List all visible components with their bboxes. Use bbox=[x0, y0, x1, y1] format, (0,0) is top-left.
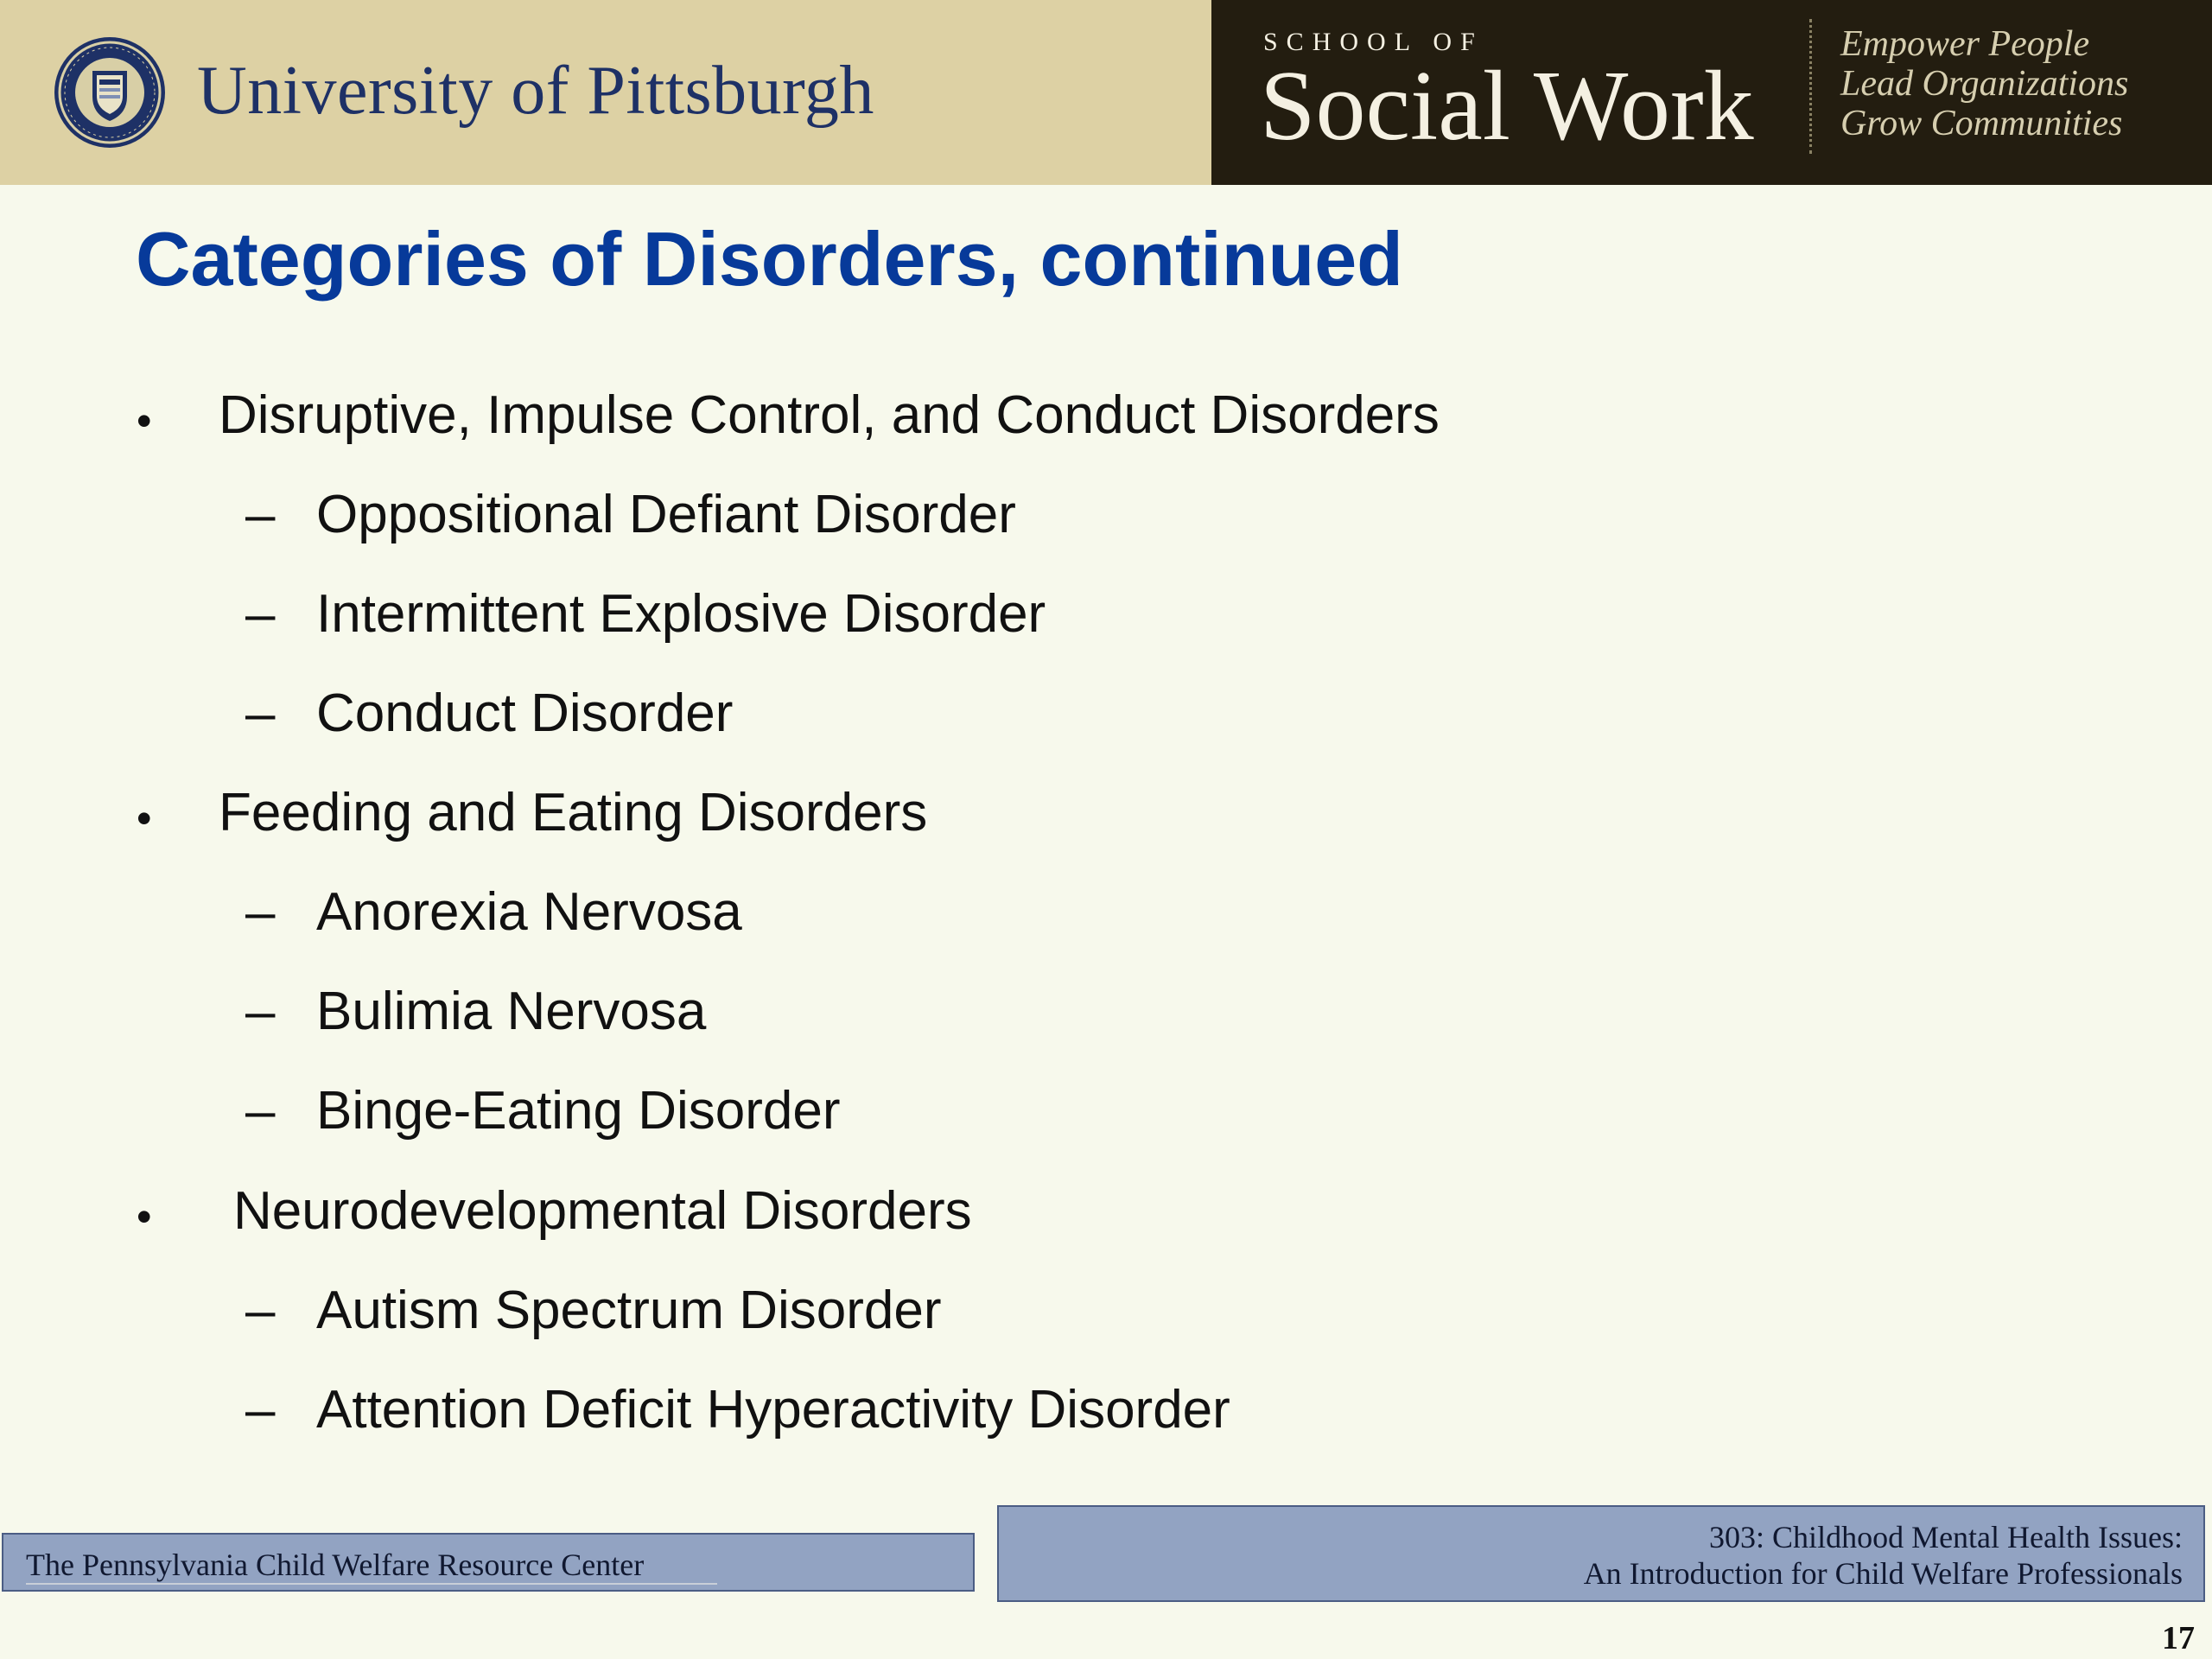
university-name: University of Pittsburgh bbox=[197, 53, 874, 129]
tagline-divider bbox=[1809, 19, 1812, 154]
footer-course-title bbox=[1584, 1519, 2183, 1592]
slide-title: Categories of Disorders, continued bbox=[136, 216, 1403, 302]
list-item-section: Disruptive, Impulse Control, and Conduct Disorders bbox=[219, 385, 1440, 445]
dash-marker: – bbox=[245, 584, 276, 644]
list-item: Conduct Disorder bbox=[316, 683, 734, 743]
footer-underline bbox=[26, 1583, 717, 1585]
list-item: Bulimia Nervosa bbox=[316, 982, 707, 1041]
bullet-marker: • bbox=[137, 397, 152, 445]
university-seal-icon bbox=[52, 35, 168, 150]
list-item: Anorexia Nervosa bbox=[316, 882, 742, 942]
list-item: Attention Deficit Hyperactivity Disorder bbox=[316, 1380, 1230, 1440]
dash-marker: – bbox=[245, 1281, 276, 1340]
footer-organization-box bbox=[2, 1533, 975, 1592]
list-item-section: Neurodevelopmental Disorders bbox=[233, 1181, 972, 1241]
school-of-label: SCHOOL OF bbox=[1263, 28, 1484, 56]
dash-marker: – bbox=[245, 1081, 276, 1141]
bullet-marker: • bbox=[137, 1192, 152, 1241]
list-item: Binge-Eating Disorder bbox=[316, 1081, 841, 1141]
page-number: 17 bbox=[2162, 1620, 2195, 1656]
dash-marker: – bbox=[245, 882, 276, 942]
footer-course-line: 303: Childhood Mental Health Issues: bbox=[1709, 1520, 2183, 1554]
footer-course-box bbox=[997, 1505, 2205, 1602]
tagline-line: Empower People bbox=[1840, 24, 2090, 64]
footer-organization: The Pennsylvania Child Welfare Resource Center bbox=[26, 1548, 645, 1582]
tagline bbox=[1840, 24, 2128, 143]
dash-marker: – bbox=[245, 485, 276, 544]
dash-marker: – bbox=[245, 1380, 276, 1440]
list-item: Oppositional Defiant Disorder bbox=[316, 485, 1016, 544]
bullet-marker: • bbox=[137, 794, 152, 842]
tagline-line: Grow Communities bbox=[1840, 104, 2123, 143]
list-item: Intermittent Explosive Disorder bbox=[316, 584, 1046, 644]
list-item-section: Feeding and Eating Disorders bbox=[219, 783, 928, 842]
footer-course-line: An Introduction for Child Welfare Professionals bbox=[1583, 1556, 2183, 1591]
list-item: Autism Spectrum Disorder bbox=[316, 1281, 942, 1340]
tagline-line: Lead Organizations bbox=[1840, 64, 2129, 104]
dash-marker: – bbox=[245, 683, 276, 743]
dash-marker: – bbox=[245, 982, 276, 1041]
school-name: Social Work bbox=[1260, 51, 1754, 162]
